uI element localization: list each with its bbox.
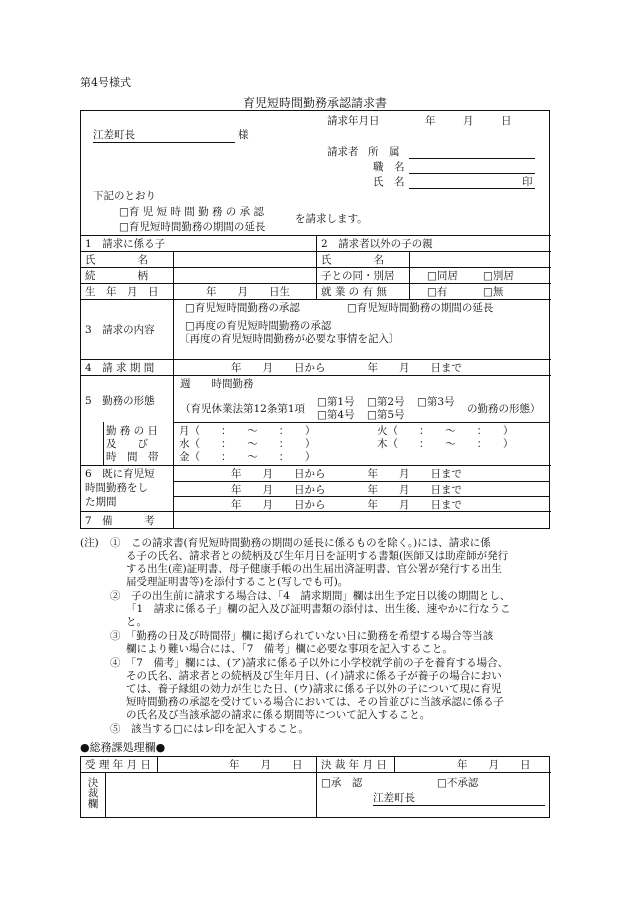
note-line: その氏名、請求者との続柄及び生年月日、(イ)請求に係る子が養子の場合におい (126, 670, 502, 682)
note-line: ① この請求書(育児短時間勤務の期間の延長に係るものを除く。)には、請求に係 (110, 537, 491, 549)
schedule-label-2: 及 び (106, 438, 148, 450)
dept-label: 所 属 (368, 146, 400, 158)
content-extension-checkbox[interactable]: □ 育児短時間勤務の期間の延長 (347, 303, 493, 314)
note-line: ⑤ 該当する□にはレ印を記入すること。 (110, 723, 309, 735)
remarks-label: 7 備 考 (85, 515, 155, 527)
request-day-label: 日 (501, 115, 512, 127)
period-label: 4 請 求 期 間 (85, 362, 155, 374)
request-suffix: を請求します。 (295, 213, 368, 225)
content-label: 3 請求の内容 (85, 324, 155, 336)
weekly-hours: 週 時間勤務 (180, 378, 254, 390)
section-child-title: 1 請求に係る子 (85, 238, 166, 250)
law-item3-checkbox[interactable]: □ 第3号 (417, 397, 455, 408)
note-line: 短時間勤務の承認を受けている場合においては、その旨並びに当該承認に係る子 (126, 696, 504, 708)
note-line: する出生(産)証明書、母子健康手帳の出生届出済証明書、官公署が発行する出生 (126, 563, 502, 575)
requester-label: 請求者 (327, 146, 359, 158)
parent-name-label: 氏 名 (321, 254, 384, 266)
child-birth-label: 生 年 月 日 (85, 286, 159, 298)
law-suffix: の勤務の形態） (467, 403, 541, 415)
request-date-label: 請求年月日 (327, 115, 380, 127)
previous-label-1: 6 既に育児短 (85, 468, 155, 480)
reject-checkbox[interactable]: □ 不承認 (437, 778, 478, 789)
schedule-wed: 水（ ： 〜 ： ） (179, 438, 316, 450)
received-date-value: 年 月 日 (229, 759, 303, 771)
previous-label-2: 時間勤務をし (85, 482, 148, 494)
content-reapproval-checkbox[interactable]: □ 再度の育児短時間勤務の承認 (185, 321, 331, 332)
child-birth-value: 年 月 日生 (206, 286, 290, 298)
mayor-label: 江差町長 (373, 792, 415, 804)
mayor-signature-line (373, 805, 545, 806)
form-title: 育児短時間勤務承認請求書 (242, 96, 387, 110)
office-processing-sheet (80, 756, 550, 818)
law-item1-checkbox[interactable]: □ 第1号 (317, 397, 355, 408)
work-form-label: 5 勤務の形態 (85, 395, 155, 407)
received-date-label: 受 理 年 月 日 (85, 759, 151, 771)
note-line: ④ 「7 備考」欄には、(ア)請求に係る子以外に小学校就学前の子を養育する場合、 (110, 657, 509, 669)
decision-label: 決裁欄 (86, 777, 99, 809)
schedule-thu: 木（ ： 〜 ： ） (377, 438, 514, 450)
name-label: 氏 名 (373, 176, 405, 188)
content-approval-checkbox[interactable]: □ 育児短時間勤務の承認 (185, 303, 300, 314)
employment-label: 就 業 の 有 無 (321, 286, 387, 298)
schedule-fri: 金（ ： 〜 ： ） (179, 451, 316, 463)
approve-checkbox[interactable]: □ 承 認 (321, 778, 362, 789)
section-other-parent-title: 2 請求者以外の子の親 (321, 238, 433, 250)
note-line: の氏名及び当該承認の請求に係る期間等について記入すること。 (126, 709, 431, 721)
addressee-underline (93, 142, 235, 143)
addressee-honorific: 様 (238, 129, 249, 141)
previous-period-1: 年 月 日から 年 月 日まで (231, 468, 462, 480)
request-year-label: 年 (425, 115, 436, 127)
requester-name-field[interactable] (409, 188, 535, 189)
note-line: ③ 「勤務の日及び時間帯」欄に掲げられていない日に勤務を希望する場合等当該 (110, 630, 494, 642)
request-intro: 下記のとおり (93, 190, 156, 202)
cohabit-diff-checkbox[interactable]: □ 別居 (483, 271, 514, 282)
notes-head: (注) (80, 537, 99, 549)
note-line: 「1 請求に係る子」欄の記入及び証明書類の添付は、出生後、速やかに行なうこ (126, 603, 511, 615)
note-line: る子の氏名、請求者との続柄及び生年月日を証明する書類(医師又は助産師が発行 (126, 550, 509, 562)
period-value: 年 月 日から 年 月 日まで (231, 362, 462, 374)
cohabit-label: 子との同・別居 (321, 270, 395, 282)
request-form-sheet (80, 110, 550, 529)
previous-period-3: 年 月 日から 年 月 日まで (231, 499, 462, 511)
decided-date-label: 決 裁 年 月 日 (321, 759, 387, 771)
schedule-label-1: 勤 務 の 日 (106, 425, 159, 437)
note-line: と。 (126, 616, 147, 628)
previous-label-3: た期間 (85, 496, 117, 508)
law-item5-checkbox[interactable]: □ 第5号 (367, 410, 405, 421)
law-item2-checkbox[interactable]: □ 第2号 (367, 397, 405, 408)
child-name-label: 氏 名 (85, 254, 148, 266)
option-approval-checkbox[interactable]: □ 育 児 短 時 間 勤 務 の 承 認 (119, 207, 264, 218)
schedule-label-3: 時 間 帯 (106, 451, 159, 463)
employment-yes-checkbox[interactable]: □ 有 (427, 287, 447, 298)
addressee: 江差町長 (93, 129, 135, 141)
cohabit-same-checkbox[interactable]: □ 同居 (427, 271, 458, 282)
note-line: 欄により難い場合には、「7 備考」欄に必要な事項を記入すること。 (126, 643, 453, 655)
note-line: ては、養子縁組の効力が生じた日、(ウ)請求に係る子以外の子について現に育児 (126, 683, 502, 695)
request-month-label: 月 (463, 115, 474, 127)
position-field[interactable] (409, 173, 535, 174)
note-line: 届受理証明書等)を添付すること(写しでも可)。 (126, 576, 349, 588)
law-reference: （育児休業法第12条第1項 (180, 403, 306, 415)
office-section-title: ●総務課処理欄● (80, 741, 166, 754)
dept-field[interactable] (409, 158, 535, 159)
law-item4-checkbox[interactable]: □ 第4号 (317, 410, 355, 421)
previous-period-2: 年 月 日から 年 月 日まで (231, 484, 462, 496)
position-label: 職 名 (373, 161, 405, 173)
decided-date-value: 年 月 日 (457, 759, 531, 771)
schedule-tue: 火（ ： 〜 ： ） (377, 425, 514, 437)
note-line: ② 子の出生前に請求する場合は、「4 請求期間」欄は出生予定日以後の期間とし、 (110, 590, 511, 602)
seal-mark: 印 (522, 176, 533, 188)
schedule-mon: 月（ ： 〜 ： ） (179, 425, 316, 437)
form-number: 第4号様式 (80, 76, 131, 89)
child-relation-label: 続 柄 (85, 270, 148, 282)
content-reason-note: 〔再度の育児短時間勤務が必要な事情を記入〕 (179, 333, 400, 345)
employment-no-checkbox[interactable]: □ 無 (483, 287, 503, 298)
option-extension-checkbox[interactable]: □ 育児短時間勤務の期間の延長 (119, 222, 265, 233)
